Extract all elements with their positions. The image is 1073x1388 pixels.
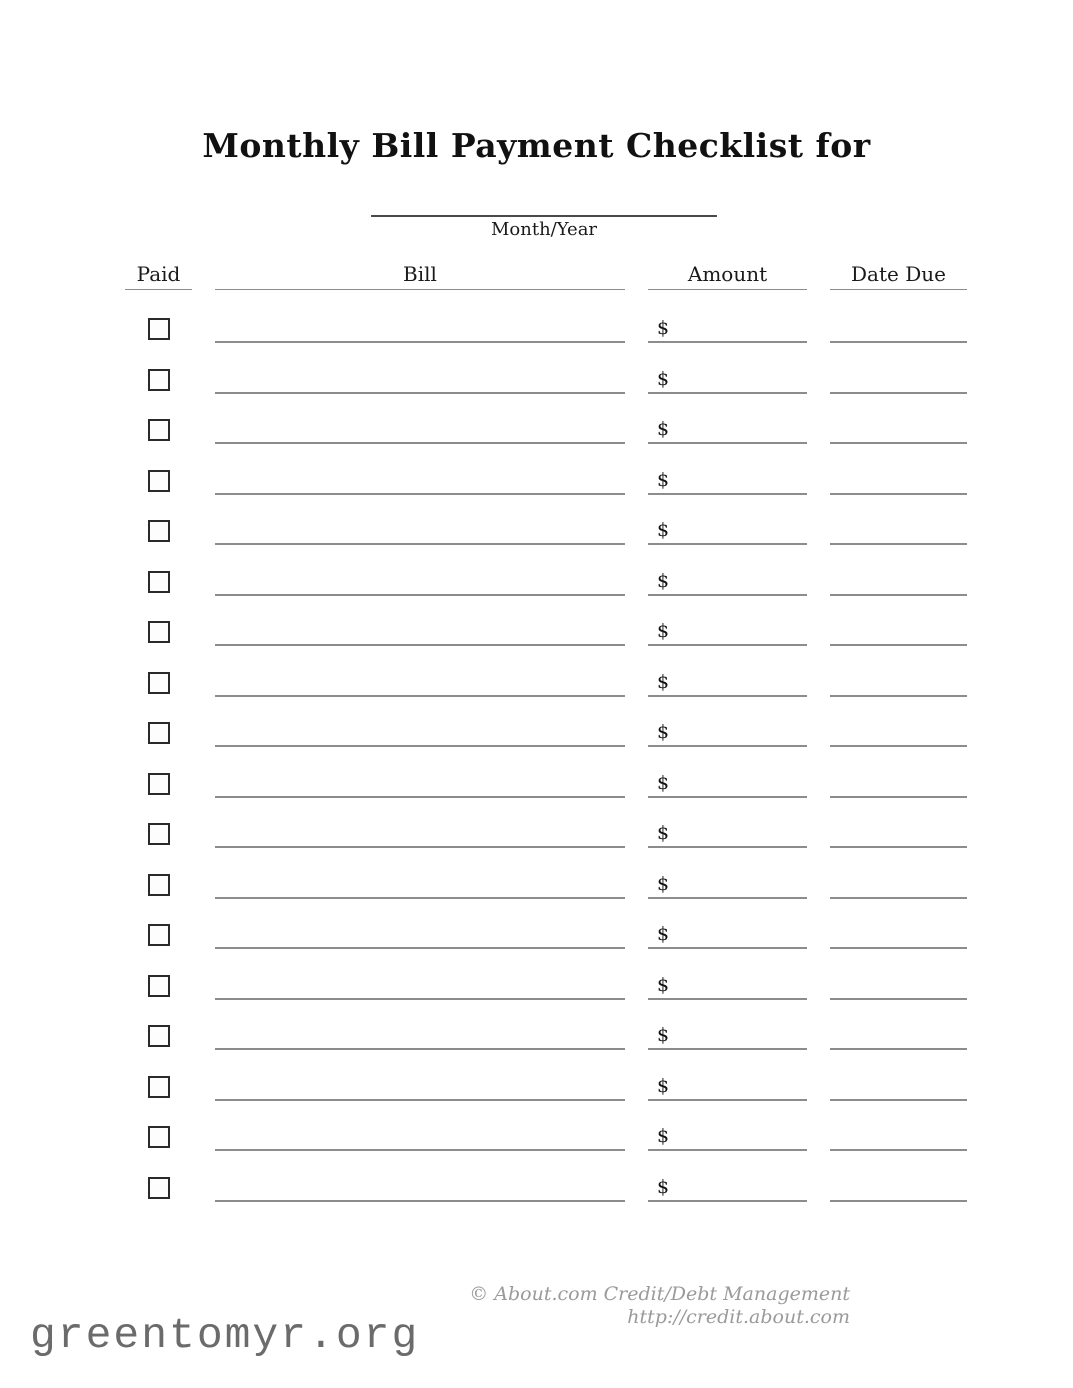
amount-input-line[interactable] — [648, 419, 807, 444]
bill-input-line[interactable] — [215, 975, 625, 1000]
dollar-sign: $ — [657, 317, 670, 339]
amount-input-line[interactable] — [648, 470, 807, 495]
paid-checkbox[interactable] — [148, 419, 170, 441]
dollar-sign: $ — [657, 418, 670, 440]
paid-checkbox[interactable] — [148, 571, 170, 593]
bill-input-line[interactable] — [215, 672, 625, 697]
paid-checkbox[interactable] — [148, 520, 170, 542]
table-row — [0, 823, 1073, 874]
column-header-date-due: Date Due — [830, 262, 967, 290]
bill-input-line[interactable] — [215, 621, 625, 646]
amount-input-line[interactable] — [648, 1025, 807, 1050]
paid-checkbox[interactable] — [148, 470, 170, 492]
date-due-input-line[interactable] — [830, 621, 967, 646]
paid-checkbox[interactable] — [148, 1177, 170, 1199]
month-year-input-line[interactable] — [371, 190, 717, 217]
bill-input-line[interactable] — [215, 1177, 625, 1202]
bill-input-line[interactable] — [215, 1126, 625, 1151]
dollar-sign: $ — [657, 771, 670, 794]
table-row — [0, 318, 1073, 369]
date-due-input-line[interactable] — [830, 571, 967, 596]
date-due-input-line[interactable] — [830, 1177, 967, 1202]
amount-input-line[interactable] — [648, 369, 807, 394]
amount-input-line[interactable] — [648, 1126, 807, 1151]
paid-checkbox[interactable] — [148, 318, 170, 340]
dollar-sign: $ — [657, 721, 670, 743]
table-row — [0, 1126, 1073, 1177]
bill-input-line[interactable] — [215, 1076, 625, 1101]
table-row — [0, 874, 1073, 925]
paid-checkbox[interactable] — [148, 369, 170, 391]
date-due-input-line[interactable] — [830, 672, 967, 697]
table-row — [0, 773, 1073, 824]
column-header-bill: Bill — [215, 262, 625, 290]
paid-checkbox[interactable] — [148, 823, 170, 845]
dollar-sign: $ — [657, 620, 670, 642]
watermark-text: greentomyr.org — [30, 1311, 420, 1360]
checklist-rows — [0, 318, 1073, 1227]
paid-checkbox[interactable] — [148, 672, 170, 694]
table-row — [0, 975, 1073, 1026]
paid-checkbox[interactable] — [148, 1076, 170, 1098]
table-row — [0, 1177, 1073, 1228]
table-row — [0, 571, 1073, 622]
amount-input-line[interactable] — [648, 1177, 807, 1202]
dollar-sign: $ — [657, 519, 670, 541]
dollar-sign: $ — [657, 973, 670, 996]
bill-input-line[interactable] — [215, 318, 625, 343]
table-row — [0, 520, 1073, 571]
date-due-input-line[interactable] — [830, 318, 967, 343]
date-due-input-line[interactable] — [830, 470, 967, 495]
amount-input-line[interactable] — [648, 1076, 807, 1101]
paid-checkbox[interactable] — [148, 773, 170, 795]
dollar-sign: $ — [657, 872, 670, 895]
dollar-sign: $ — [657, 923, 670, 945]
table-row — [0, 369, 1073, 420]
amount-input-line[interactable] — [648, 924, 807, 949]
date-due-input-line[interactable] — [830, 722, 967, 747]
amount-input-line[interactable] — [648, 874, 807, 899]
amount-input-line[interactable] — [648, 823, 807, 848]
amount-input-line[interactable] — [648, 773, 807, 798]
dollar-sign: $ — [657, 670, 670, 693]
dollar-sign: $ — [657, 367, 670, 390]
amount-input-line[interactable] — [648, 722, 807, 747]
table-row — [0, 924, 1073, 975]
amount-input-line[interactable] — [648, 975, 807, 1000]
bill-input-line[interactable] — [215, 571, 625, 596]
column-header-paid: Paid — [125, 262, 192, 290]
dollar-sign: $ — [657, 569, 670, 592]
paid-checkbox[interactable] — [148, 1025, 170, 1047]
column-header-amount: Amount — [648, 262, 807, 290]
table-row — [0, 621, 1073, 672]
table-row — [0, 722, 1073, 773]
date-due-input-line[interactable] — [830, 369, 967, 394]
amount-input-line[interactable] — [648, 318, 807, 343]
amount-input-line[interactable] — [648, 520, 807, 545]
footer-url: http://credit.about.com — [627, 1306, 850, 1328]
table-row — [0, 470, 1073, 521]
dollar-sign: $ — [657, 1024, 670, 1046]
bill-input-line[interactable] — [215, 520, 625, 545]
date-due-input-line[interactable] — [830, 1126, 967, 1151]
date-due-input-line[interactable] — [830, 1076, 967, 1101]
amount-input-line[interactable] — [648, 672, 807, 697]
footer-copyright: © About.com Credit/Debt Management — [469, 1283, 850, 1305]
bill-input-line[interactable] — [215, 369, 625, 394]
table-row — [0, 672, 1073, 723]
date-due-input-line[interactable] — [830, 520, 967, 545]
dollar-sign: $ — [657, 1074, 670, 1097]
table-row — [0, 419, 1073, 470]
paid-checkbox[interactable] — [148, 722, 170, 744]
bill-input-line[interactable] — [215, 823, 625, 848]
bill-input-line[interactable] — [215, 773, 625, 798]
date-due-input-line[interactable] — [830, 924, 967, 949]
paid-checkbox[interactable] — [148, 874, 170, 896]
date-due-input-line[interactable] — [830, 874, 967, 899]
paid-checkbox[interactable] — [148, 924, 170, 946]
date-due-input-line[interactable] — [830, 975, 967, 1000]
date-due-input-line[interactable] — [830, 1025, 967, 1050]
bill-input-line[interactable] — [215, 1025, 625, 1050]
dollar-sign: $ — [657, 822, 670, 844]
paid-checkbox[interactable] — [148, 975, 170, 997]
paid-checkbox[interactable] — [148, 1126, 170, 1148]
page-title: Monthly Bill Payment Checklist for — [202, 126, 871, 165]
month-year-label: Month/Year — [490, 219, 598, 240]
bill-input-line[interactable] — [215, 924, 625, 949]
date-due-input-line[interactable] — [830, 823, 967, 848]
bill-input-line[interactable] — [215, 470, 625, 495]
paid-checkbox[interactable] — [148, 621, 170, 643]
table-row — [0, 1076, 1073, 1127]
bill-input-line[interactable] — [215, 874, 625, 899]
date-due-input-line[interactable] — [830, 419, 967, 444]
dollar-sign: $ — [657, 1125, 670, 1147]
table-row — [0, 1025, 1073, 1076]
dollar-sign: $ — [657, 468, 670, 491]
bill-input-line[interactable] — [215, 722, 625, 747]
amount-input-line[interactable] — [648, 621, 807, 646]
date-due-input-line[interactable] — [830, 773, 967, 798]
bill-input-line[interactable] — [215, 419, 625, 444]
dollar-sign: $ — [657, 1175, 670, 1198]
amount-input-line[interactable] — [648, 571, 807, 596]
